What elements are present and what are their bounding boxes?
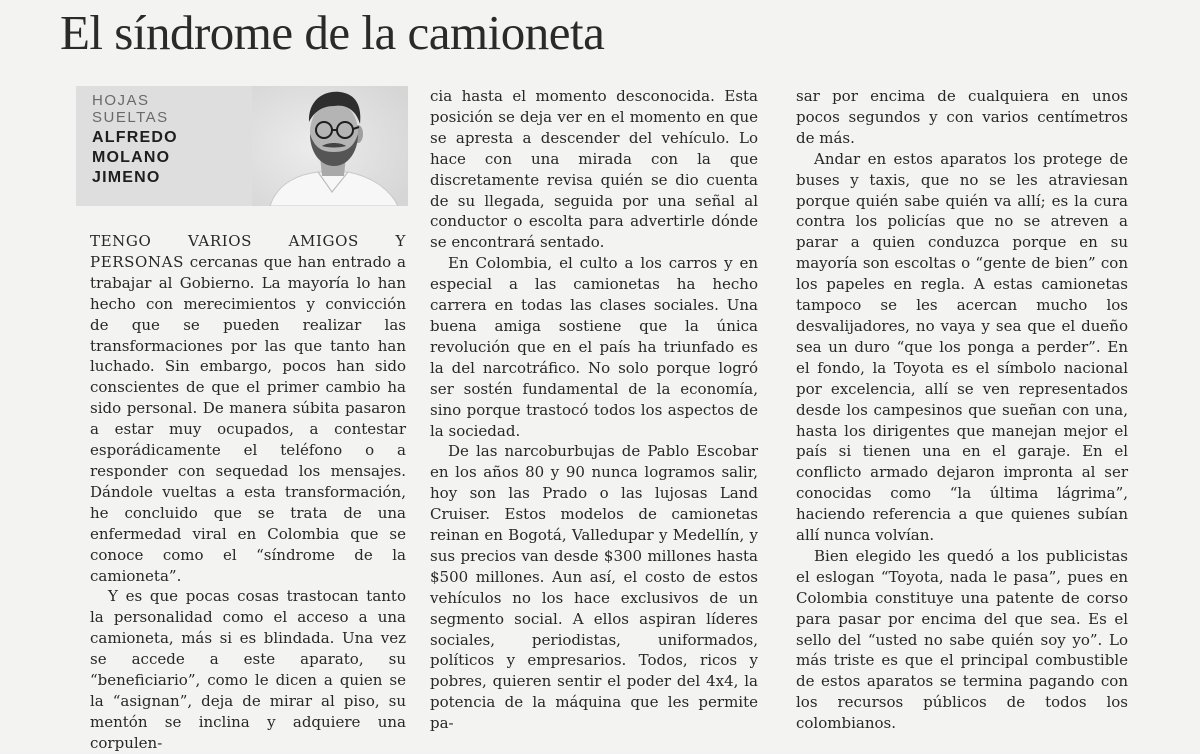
section-line-1: HOJAS: [92, 92, 150, 109]
article-column-2: [430, 86, 758, 734]
lead-caps: TENGO VARIOS AMIGOS Y PERSONAS: [90, 232, 406, 271]
paragraph: En Colombia, el culto a los carros y en especial a las camionetas ha hecho carrera en todas las clases sociales. Una buena amiga sostiene que la única revolución que en el país ha triunfado es la del narcotráfico. No solo porque logró ser sostén fundamental de la economía, sino porque trastocó todos los aspectos de la sociedad.: [430, 254, 758, 440]
byline-box: [76, 86, 408, 206]
paragraph: cia hasta el momento desconocida. Esta posición se deja ver en el momento en que se apresta a descender del vehículo. Lo hace con una mirada con la que discretamente revisa quién se dio cuenta de su llegada, seguida por una señal al conductor o escolta para advertirle dónde se encontrará sentado.: [430, 87, 758, 252]
section-label: [92, 92, 169, 126]
author-photo: [252, 86, 408, 206]
paragraph: [90, 231, 406, 586]
headline: El síndrome de la camioneta: [60, 5, 605, 60]
author-name: [92, 128, 178, 188]
paragraph: Bien elegido les quedó a los publicistas el eslogan “Toyota, nada le pasa”, pues en Colombia constituye una patente de corso para pasar por encima del que sea. Es el sello del “usted no sabe quién soy yo”. Lo más triste es que el principal combustible de estos aparatos se termina pagando con los recursos públicos de todos los colombianos.: [796, 546, 1128, 733]
paragraph: Andar en estos aparatos los protege de buses y taxis, que no se les atraviesan porque quién sabe quién va allí; es la cura contra los policías que no se atreven a parar a quien conduzca porque en su mayoría son escoltas o “gente de bien” con los papeles en regla. A estas camionetas tampoco se les acercan mucho los desvalijadores, no vaya y sea que el dueño sea un duro “que los ponga a perder”. En el fondo, la Toyota es el símbolo nacional por excelencia, allí se ven representados desde los campesinos que sueñan con una, hasta los dirigentes que manejan mejor el país si tienen una en el garaje. En el conflicto armado dejaron impronta al ser conocidas como “la última lágrima”, haciendo referencia a que quienes subían allí nunca volvían.: [796, 149, 1128, 545]
article-column-1: [90, 231, 406, 754]
paragraph: Y es que pocas cosas trastocan tanto la personalidad como el acceso a una camioneta, más si es blindada. Una vez se accede a este aparato, su “beneficiario”, como le dicen a quien se la “asignan”, deja de mirar al piso, su mentón se inclina y adquiere una corpulen-: [90, 587, 406, 752]
paragraph: sar por encima de cualquiera en unos pocos segundos y con varios centímetros de más.: [796, 87, 1128, 147]
author-line-1: ALFREDO: [92, 129, 178, 146]
author-line-2: MOLANO: [92, 149, 171, 166]
section-line-2: SUELTAS: [92, 109, 169, 126]
article-column-3: [796, 86, 1128, 734]
lead-text: cercanas que han entrado a trabajar al Gobierno. La mayoría lo han hecho con merecimientos y convicción de que se pueden realizar las transformaciones por las que tanto han luchado. Sin embargo, pocos han sido conscientes de que el primer cambio ha sido personal. De manera súbita pasaron a estar muy ocupados, a contestar esporádicamente el teléfono o a responder con sequedad los mensajes. Dándole vueltas a esta transformación, he concluido que se trata de una enfermedad viral en Colombia que se conoce como el “síndrome de la camioneta”.: [90, 252, 406, 585]
author-line-3: JIMENO: [92, 169, 161, 186]
paragraph: De las narcoburbujas de Pablo Escobar en los años 80 y 90 nunca logramos salir, hoy son las Prado o las lujosas Land Cruiser. Estos modelos de camionetas reinan en Bogotá, Valledupar y Medellín, y sus precios van desde $300 millones hasta $500 millones. Aun así, el costo de estos vehículos no los hace exclusivos de un segmento social. A ellos aspiran líderes sociales, periodistas, uniformados, políticos y empresarios. Todos, ricos y pobres, quieren sentir el poder del 4x4, la potencia de la máquina que les permite pa-: [430, 442, 758, 733]
